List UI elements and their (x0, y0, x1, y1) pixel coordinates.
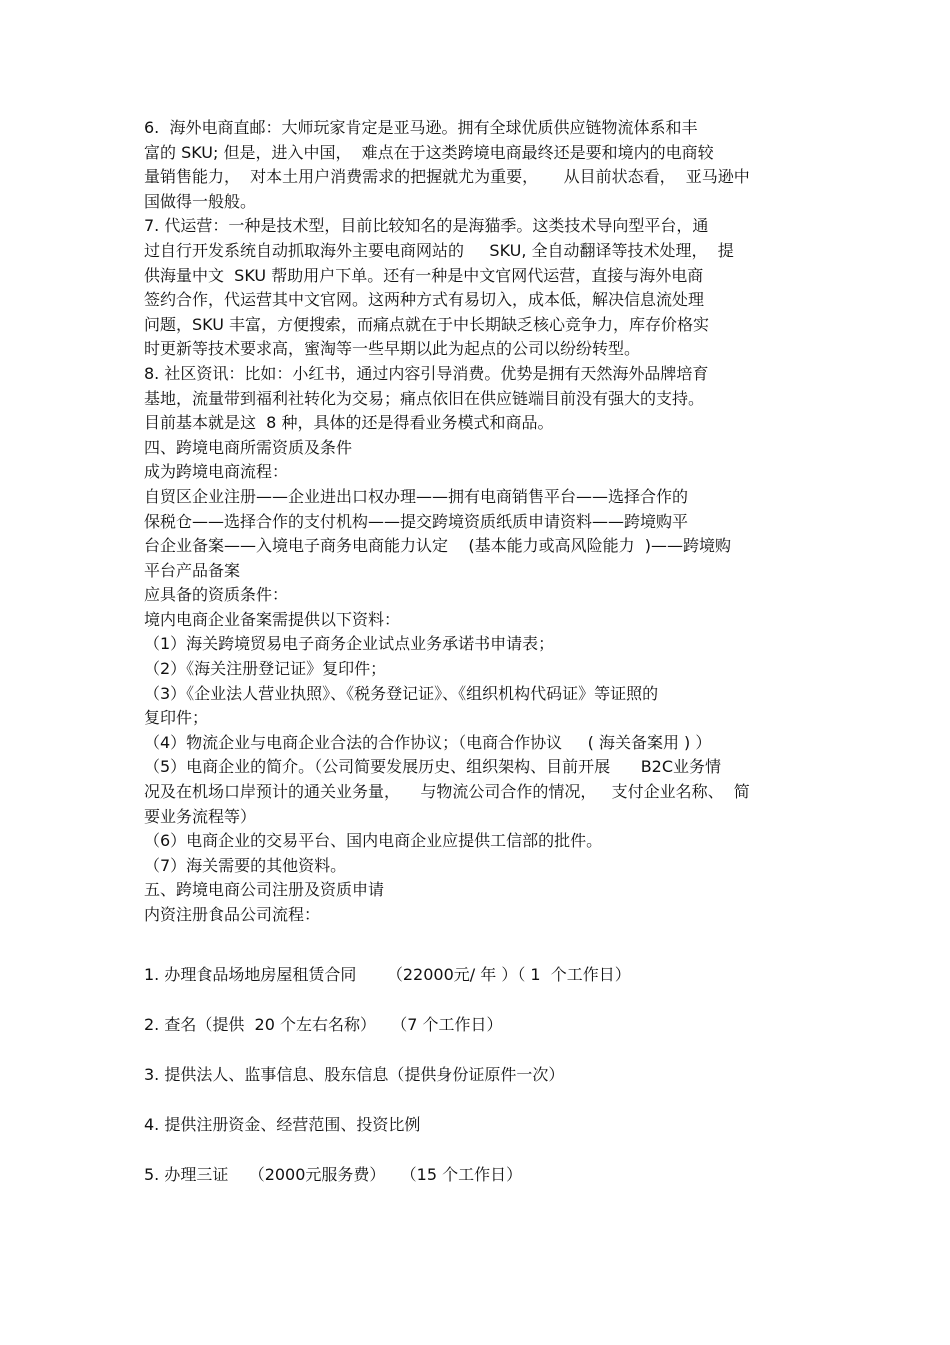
list-item: （4）物流企业与电商企业合法的合作协议；（电商合作协议 ( 海关备案用 ) ） (144, 732, 712, 752)
text-line: 内资注册食品公司流程： (144, 905, 321, 924)
text-line: 量销售能力， 对本土用户消费需求的把握就尤为重要， 从目前状态看， 亚马逊中 (144, 167, 750, 187)
text-line: 基地，流量带到福利社转化为交易；痛点依旧在供应链端目前没有强大的支持。 (144, 388, 705, 408)
section-heading: 四、跨境电商所需资质及条件 (144, 437, 353, 457)
text-line: 8. 社区资讯：比如：小红书，通过内容引导消费。优势是拥有天然海外品牌培育 (144, 363, 709, 383)
text-line: 保税仓——选择合作的支付机构——提交跨境资质纸质申请资料——跨境购平 (144, 511, 689, 531)
text-line: 平台产品备案 (144, 560, 241, 580)
text-line: 时更新等技术要求高，蜜淘等一些早期以此为起点的公司以纷纷转型。 (144, 339, 641, 359)
step-item: 5. 办理三证 （2000元服务费） （15 个工作日） (144, 1165, 523, 1184)
text-line: 签约合作，代运营其中文官网。这两种方式有易切入，成本低，解决信息流处理 (144, 290, 705, 310)
section-heading: 五、跨境电商公司注册及资质申请 (144, 880, 385, 900)
step-item: 4. 提供注册资金、经营范围、投资比例 (144, 1115, 421, 1134)
text-line: 境内电商企业备案需提供以下资料： (144, 609, 401, 629)
text-line: 自贸区企业注册——企业进出口权办理——拥有电商销售平台——选择合作的 (144, 486, 689, 506)
list-item: 要业务流程等） (144, 806, 257, 826)
text-line: 6. 海外电商直邮：大师玩家肯定是亚马逊。拥有全球优质供应链物流体系和丰 (144, 118, 698, 137)
step-item: 1. 办理食品场地房屋租赁合同 （22000元/ 年 ）（ 1 个工作日） (144, 965, 631, 984)
text-line: 台企业备案——入境电子商务电商能力认定 (基本能力或高风险能力 )——跨境购 (144, 536, 732, 556)
text-line: 成为跨境电商流程： (144, 462, 289, 482)
text-line: 目前基本就是这 8 种，具体的还是得看业务模式和商品。 (144, 413, 554, 433)
text-line: 7. 代运营：一种是技术型，目前比较知名的是海猫季。这类技术导向型平台，通 (144, 216, 709, 236)
text-line: 过自行开发系统自动抓取海外主要电商网站的 SKU, 全自动翻译等技术处理， 提 (144, 240, 734, 260)
document-body (144, 116, 824, 928)
list-item: 况及在机场口岸预计的通关业务量， 与物流公司合作的情况， 支付企业名称、 简 (144, 782, 750, 802)
text-line: 应具备的资质条件： (144, 585, 289, 605)
list-item: （5）电商企业的简介。（公司简要发展历史、组织架构、目前开展 B2C业务情 (144, 757, 722, 777)
registration-steps (144, 963, 824, 1213)
step-item: 2. 查名（提供 20 个左右名称） （7 个工作日） (144, 1015, 503, 1034)
text-line: 供海量中文 SKU 帮助用户下单。还有一种是中文官网代运营，直接与海外电商 (144, 265, 704, 285)
list-item: 复印件； (144, 708, 209, 728)
text-line: 富的 SKU; 但是，进入中国， 难点在于这类跨境电商最终还是要和境内的电商较 (144, 142, 714, 162)
text-line: 国做得一般般。 (144, 191, 257, 211)
text-line: 问题，SKU 丰富，方便搜索，而痛点就在于中长期缺乏核心竞争力，库存价格实 (144, 314, 710, 334)
list-item: （7）海关需要的其他资料。 (144, 855, 347, 875)
list-item: （2）《海关注册登记证》复印件； (144, 659, 387, 679)
list-item: （3）《企业法人营业执照》、《税务登记证》、《组织机构代码证》等证照的 (144, 683, 659, 703)
step-item: 3. 提供法人、监事信息、股东信息（提供身份证原件一次） (144, 1065, 565, 1084)
list-item: （6）电商企业的交易平台、国内电商企业应提供工信部的批件。 (144, 831, 603, 851)
list-item: （1）海关跨境贸易电子商务企业试点业务承诺书申请表； (144, 634, 555, 654)
